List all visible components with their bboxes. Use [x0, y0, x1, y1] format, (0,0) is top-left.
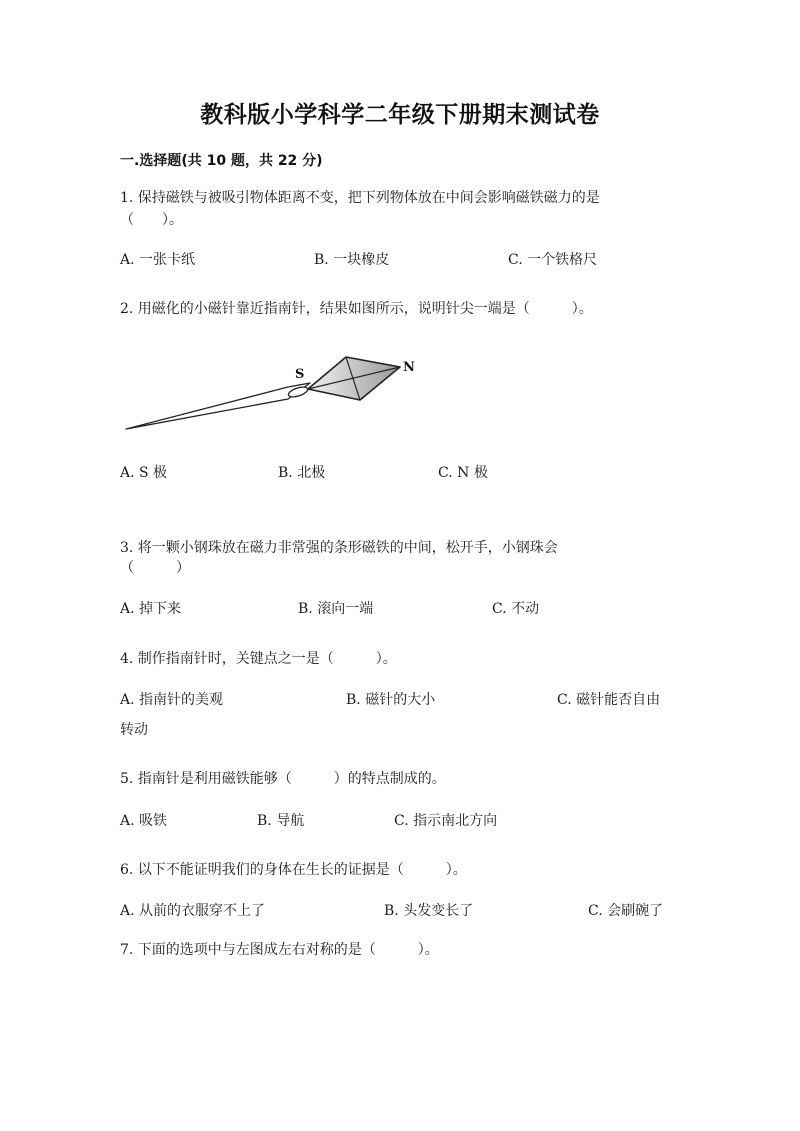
question-2-option-c: C. N 极	[438, 465, 488, 481]
question-1-option-a: A. 一张卡纸	[120, 252, 196, 268]
question-2-text: 2. 用磁化的小磁针靠近指南针，结果如图所示，说明针尖一端是（ ）。	[120, 301, 593, 317]
question-1-option-b: B. 一块橡皮	[314, 252, 390, 268]
question-5-option-b: B. 导航	[257, 813, 305, 829]
question-6-option-a: A. 从前的衣服穿不上了	[120, 903, 266, 919]
question-4-option-a: A. 指南针的美观	[120, 692, 224, 708]
question-1-text: 1. 保持磁铁与被吸引物体距离不变，把下列物体放在中间会影响磁铁磁力的是	[120, 190, 600, 206]
question-6-text: 6. 以下不能证明我们的身体在生长的证据是（ ）。	[120, 862, 467, 878]
section-title: 一.选择题(共 10 题，共 22 分)	[120, 153, 323, 169]
question-7-text: 7. 下面的选项中与左图成左右对称的是（ ）。	[120, 942, 439, 958]
question-4-option-c-continued: 转动	[120, 722, 148, 738]
question-3-option-c: C. 不动	[492, 601, 540, 617]
question-4-option-b: B. 磁针的大小	[346, 692, 436, 708]
question-1-option-c: C. 一个铁格尺	[508, 252, 598, 268]
question-2-option-a: A. S 极	[120, 465, 168, 481]
question-4-option-c: C. 磁针能否自由	[557, 692, 661, 708]
question-5-text: 5. 指南针是利用磁铁能够（ ）的特点制成的。	[120, 771, 446, 787]
question-4-text: 4. 制作指南针时，关键点之一是（ ）。	[120, 651, 397, 667]
needle-n-label: N	[403, 360, 415, 375]
question-5-option-c: C. 指示南北方向	[394, 813, 498, 829]
magnetic-needle-figure	[120, 345, 420, 440]
question-6-option-c: C. 会刷碗了	[588, 903, 664, 919]
needle-shaft	[126, 383, 310, 429]
question-3-option-b: B. 滚向一端	[298, 601, 374, 617]
question-3-text: 3. 将一颗小钢珠放在磁力非常强的条形磁铁的中间，松开手，小钢珠会	[120, 540, 558, 556]
question-3-text-continued: （ ）	[120, 560, 190, 576]
question-3-option-a: A. 掉下来	[120, 601, 182, 617]
needle-s-label: S	[295, 367, 305, 382]
question-6-option-b: B. 头发变长了	[384, 903, 474, 919]
page-title: 教科版小学科学二年级下册期末测试卷	[200, 102, 600, 128]
question-5-option-a: A. 吸铁	[120, 813, 168, 829]
question-1-text-continued: （ ）。	[120, 212, 183, 228]
question-2-option-b: B. 北极	[278, 465, 326, 481]
